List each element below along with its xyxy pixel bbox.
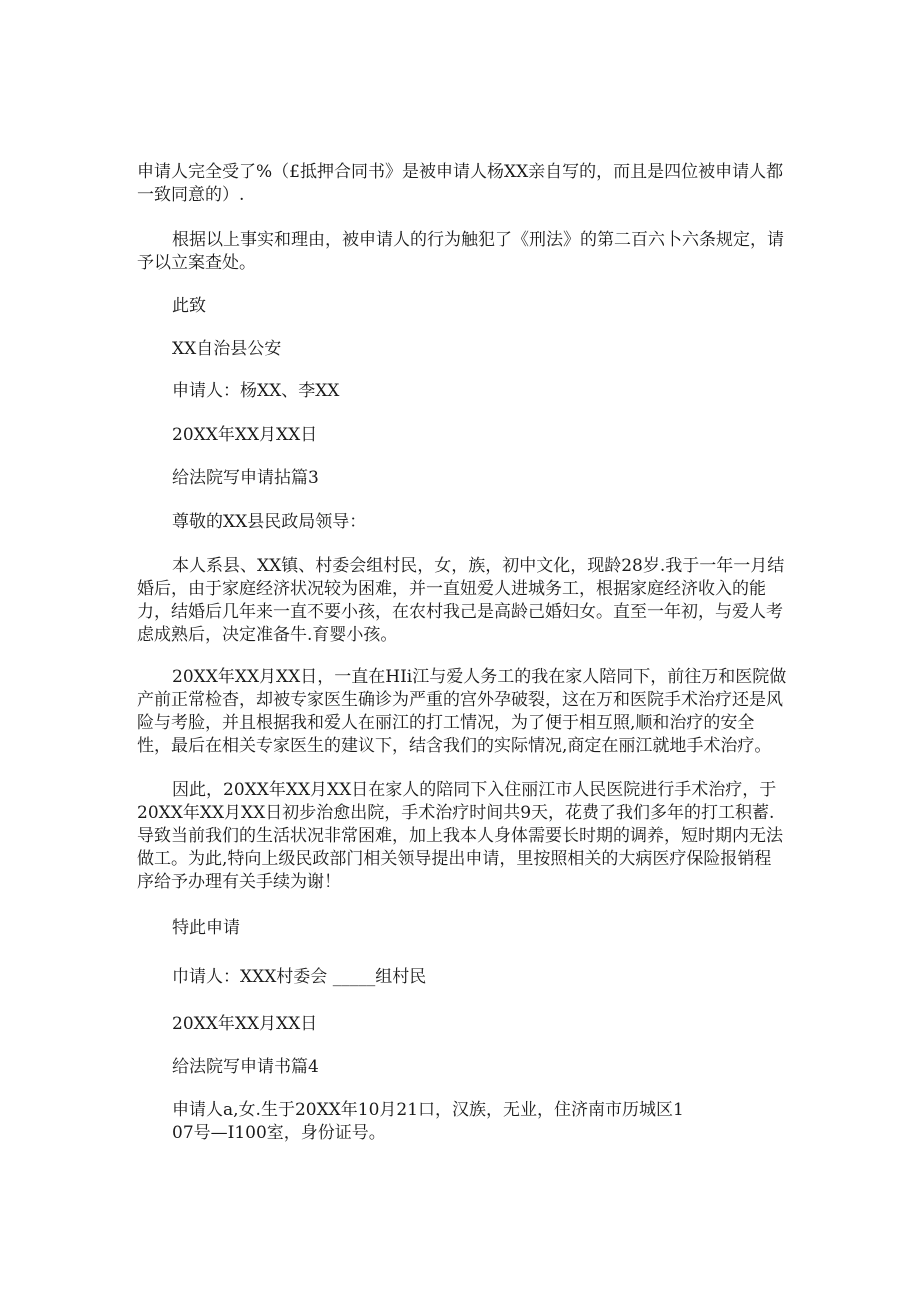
section-heading-4: 给法院写申请书篇4 <box>172 1057 319 1077</box>
section-heading-3: 给法院写申请拈篇3 <box>172 468 319 488</box>
closing-salutation: 此致 <box>172 296 206 316</box>
paragraph-request: 因此，20XX年XX月XX日在家人的陪同下入住丽江市人民医院进行手术治疗，于20XX年XX月XX日初步治愈出院，手术治疗时间共9天，花费了我们多年的打工积蓄.导致当前我们的生活状况非常困难，加上我本人身体需要长时期的调养，短时期内无法做工。为此,特向上级民政部门相关领导提出申请，里按照相关的大病医疗保险报销程序给予办理有关手续为谢！ <box>137 780 783 892</box>
paragraph-contract-statement: 申请人完全受了%（£抵押合同书》是被申请人杨XX亲自写的，而且是四位被申请人都一致同意的）. <box>137 162 784 205</box>
closing-request: 特此申请 <box>172 918 240 938</box>
applicant-line: 申请人：杨XX、李XX <box>172 381 340 401</box>
letter-salutation: 尊敬的XX县民政局领导： <box>172 512 367 532</box>
paragraph-diagnosis: 20XX年XX月XX日，一直在HIi江与爱人务工的我在家人陪同下，前往万和医院做产前正常检杳，却被专家医生确诊为严重的宫外孕破裂，这在万和医院手术治疗还是风险与考脸，并且根据我和爱人在丽江的打工情况，为了便于相互照,顺和治疗的安全性，最后在相关专家医生的建议下，结含我们的实际情况,商定在丽江就地手术治疗。 <box>137 667 787 756</box>
paragraph-legal-basis: 根据以上事实和理由，被申请人的行为触犯了《刑法》的第二百六卜六条规定，请予以立案查处。 <box>137 230 784 273</box>
date-line: 20XX年XX月XX日 <box>172 425 318 445</box>
paragraph-applicant-info: 申请人a,女.生于20XX年10月21口，汉族，无业，住济南市历城区107号—I100室，身份证号。 <box>172 1100 684 1143</box>
applicant-signature-line: 巾请人：XXX村委会 _____组村民 <box>172 967 427 987</box>
paragraph-background: 本人系县、XX镇、村委会组村民，女，族，初中文化，现龄28岁.我于一年一月结婚后，由于家庭经济状况较为困难，并一直妞爱人进城务工，根据家庭经济收入的能力，结婚后几年来一直不要小孩，在农村我己是高龄己婚妇女。直至一年初，与爱人考虑成熟后，决定准备牛.育婴小孩。 <box>137 556 785 645</box>
recipient-line: XX自治县公安 <box>172 339 282 359</box>
date-line-2: 20XX年XX月XX日 <box>172 1014 318 1034</box>
